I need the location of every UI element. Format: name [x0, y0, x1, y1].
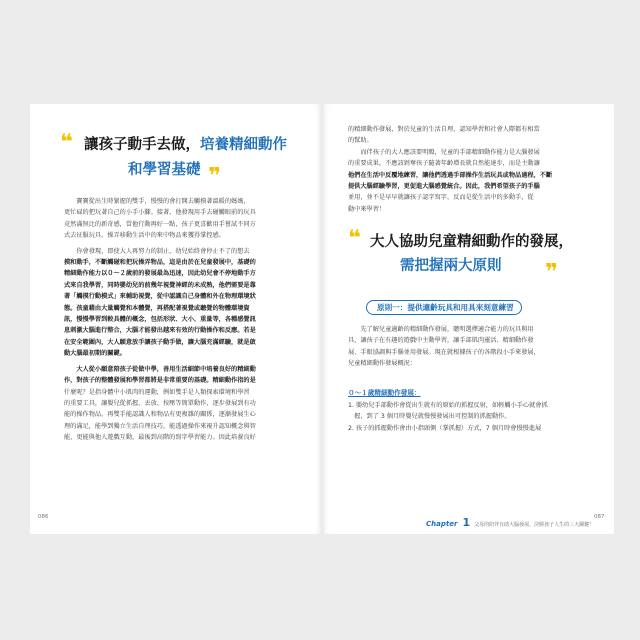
right-title-line2: 需把握兩大原則	[400, 258, 502, 274]
right-title-line1: 大人協助兒童精細動作的發展，	[370, 234, 573, 250]
left-paragraph-line: 能的操作物品。再雙手能認識人和物品有更複雜的關係，逐漸發展生心	[64, 411, 256, 419]
right-paragraph-line: 具，讓孩子在有趣的遊戲中主動學習，讓手部肌肉靈活、精細動作發	[348, 337, 534, 345]
left-paragraph-line: 竟然滿無比的新奇感，當他行動再好一點，孩子更喜歡用手嘗試不同方	[64, 220, 256, 228]
left-paragraph-line: 理的滿足，能學到獨立生活自理技巧，能透過操作來視升認知概念與智	[64, 422, 256, 430]
left-paragraph-line: 精細動作能力以０～２歲前的發展最為迅速，因此幼兒會不停地動手方	[64, 270, 256, 278]
right-paragraph-line: 的精細動作發展，對於兒童的生活自理、認知學習和社會人際都有相當	[348, 126, 540, 133]
open-quote-icon: ❝	[60, 130, 73, 155]
left-paragraph-line: 摸和動手，不斷觸碰和把玩操弄物品，這是由於在兒童發展中，基礎的	[64, 259, 256, 267]
left-paragraph-line: 訊，慢慢學習到較具體的概念，包括形狀、大小、重量等，各種感覺訊	[64, 316, 256, 324]
left-title-line1	[84, 135, 287, 156]
left-title-highlight: 培養精細動作	[200, 137, 287, 153]
right-paragraph-line: 的重要成果，不應該剝奪孩子隨著年齡增長就自然能達步，而是主動讓	[348, 160, 540, 168]
left-paragraph-line: 式去征服玩具、操弄移動生活中的來中物品來獲得掌控感。	[64, 232, 225, 240]
right-paragraph-line: 提供大腦經驗學習，更促進大腦感覺統合。因此，我們希望孩子的手腦	[348, 183, 540, 191]
principle-label-box	[366, 300, 522, 315]
left-title-text: 讓孩子動手去做，	[84, 137, 200, 153]
close-quote-icon: ❞	[545, 260, 558, 285]
left-page	[30, 104, 322, 534]
left-paragraph-line: 著「觸摸行動模式」來輔助視覺，從中認識自己身體和外在物理環境狀	[64, 293, 256, 301]
left-paragraph-line: 能，更能與他人遊戲互動，最後到高階的寫字學習能力。因此培養良好	[64, 434, 256, 442]
age-subheading: ０～１歲精細動作發展：	[348, 389, 421, 397]
chapter-footer	[426, 511, 594, 530]
open-quote-icon: ❝	[348, 226, 361, 251]
close-quote-icon: ❞	[208, 164, 221, 189]
chapter-number: 1	[462, 516, 471, 529]
right-body-text-1	[348, 124, 598, 215]
right-paragraph-line: 而伴孩子的大人應該要明瞭，兒童的手部精細動作能力是大腦發展	[348, 148, 540, 156]
left-paragraph-line: 息刺激大腦進行整合，大腦才能發出越來有效的行動操作和反應。若是	[64, 327, 256, 335]
page-number-left: 086	[38, 514, 49, 520]
chapter-title: 父母的陪伴有助大腦發展，決勝孩子人生的三大關鍵！	[474, 522, 595, 528]
left-paragraph-line: 更忙碌的把玩著自己的小手小腳。接著，他發現用手去碰觸眼前的玩具	[64, 209, 256, 217]
left-body-text	[64, 196, 302, 448]
right-paragraph-line: 動中來學習！	[348, 205, 386, 213]
right-body-text-2	[348, 324, 598, 370]
list-item: 1. 嬰幼兒手部動作會從出生就有的原始的抓握反射，如輕觸小手心就會抓	[348, 402, 548, 409]
left-paragraph-line: 大人從小願意陪孩子從做中學，善用生活細節中培養良好的精細動	[64, 365, 256, 373]
left-paragraph-line: 式來自我學習，同時嬰幼兒的前幾年視覺神經的未成熟，他們需要是靠	[64, 281, 256, 289]
principle-label: 原則一：提供適齡玩具和用具來刻意練習	[377, 303, 514, 312]
right-paragraph-line: 的幫助。	[348, 137, 373, 145]
right-paragraph-line: 先了解兒童適齡的精細動作發展，聰明選擇適合能力的玩具與用	[348, 326, 534, 333]
right-paragraph-line: 他們在生活中反覆地練習，讓他們透過手部操作生活玩具或物品過程，不斷	[348, 171, 553, 179]
left-paragraph-line: 你會發現，即使大人再努力的制止，幼兒始終會停止不了的想去	[64, 247, 250, 255]
right-page	[322, 104, 614, 534]
milestone-list	[348, 400, 598, 434]
right-paragraph-line: 並用，並不是早早就讓孩子認字寫字，反而是從生活中的多動手，從	[348, 194, 534, 202]
left-paragraph-line: 的重要工具，讓嬰兒從抓握、丟放、按壓等簡單動作，逐步發展到有功	[64, 399, 256, 407]
page-number-right: 087	[594, 514, 605, 520]
left-paragraph-line: 寶寶從出生時緊握的雙手，慢慢的會打開去觸摸著溫暖的媽媽，	[64, 198, 250, 205]
right-paragraph-line: 展、手眼協調與手腦並用發展。現在就根據孩子的各階段小手來發展，	[348, 348, 540, 356]
left-paragraph-line: 什麼呢？是指身體中小肌肉的運動，例如雙手是人類探索環境和學習	[64, 388, 250, 396]
left-paragraph-line: 動大腦最初期的關鍵。	[64, 350, 126, 358]
list-item: 握，到了 3 個月時嬰兒就慢慢發展出可控制的抓握動作。	[348, 413, 511, 421]
left-paragraph-line: 作，對孩子的整體發展和學習都將是非常重要的基礎。精細動作指的是	[64, 377, 256, 385]
list-item: 2. 孩子的抓握動作會由小指頭側（掌抓握）方式，7 個月時會慢慢進展	[348, 424, 542, 432]
left-paragraph-line: 態。孩童藉由大量觸覺和本體覺，再搭配著視覺或聽覺的物體環境資	[64, 304, 250, 312]
left-title-line2: 和學習基礎	[128, 162, 201, 178]
chapter-label: Chapter	[426, 520, 458, 528]
right-paragraph-line: 兒童精細動作發展概況：	[348, 360, 417, 368]
left-paragraph-line: 在安全範圍內，大人願意放手讓孩子動手做，讓大腦充滿經驗，就是啟	[64, 338, 256, 346]
